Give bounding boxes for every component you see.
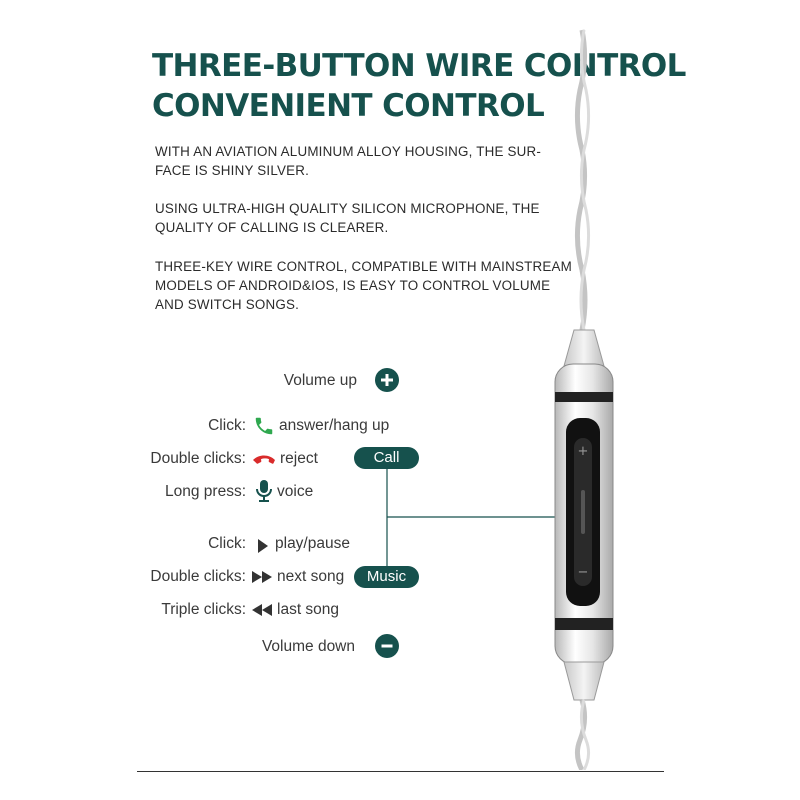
call-long-label: Long press: xyxy=(165,483,246,500)
music-click-label: Click: xyxy=(208,535,246,552)
svg-text:−: − xyxy=(577,565,589,580)
heading-line-2: CONVENIENT CONTROL xyxy=(152,88,545,124)
bottom-divider xyxy=(137,771,664,772)
music-double-action: next song xyxy=(277,568,345,585)
music-badge: Music xyxy=(354,566,419,588)
volume-up-label: Volume up xyxy=(283,372,357,389)
call-badge: Call xyxy=(354,447,419,469)
music-click-action: play/pause xyxy=(275,535,350,552)
call-double-action: reject xyxy=(280,450,318,467)
call-long-action: voice xyxy=(277,483,314,500)
call-click-label: Click: xyxy=(208,417,246,434)
call-double-label: Double clicks: xyxy=(150,450,246,467)
music-triple-label: Triple clicks: xyxy=(161,601,246,618)
remote-control-illustration xyxy=(540,0,630,770)
call-click-action: answer/hang up xyxy=(279,417,390,434)
svg-text:+: + xyxy=(577,444,589,459)
paragraph-microphone: USING ULTRA-HIGH QUALITY SILICON MICROPHONE, THE QUALITY OF CALLING IS CLEARER. xyxy=(155,201,540,235)
music-double-label: Double clicks: xyxy=(150,568,246,585)
heading-line-1: THREE-BUTTON WIRE CONTROL xyxy=(152,48,686,84)
volume-down-label: Volume down xyxy=(261,638,355,655)
paragraph-housing: WITH AN AVIATION ALUMINUM ALLOY HOUSING, THE SUR-FACE IS SHINY SILVER. xyxy=(155,144,542,178)
paragraph-wire-control: THREE-KEY WIRE CONTROL, COMPATIBLE WITH MAINSTREAM MODELS OF ANDROID&IOS, IS EASY TO CONTROL VOLUME AND SWITCH SONGS. xyxy=(155,259,572,312)
music-triple-action: last song xyxy=(277,601,340,618)
